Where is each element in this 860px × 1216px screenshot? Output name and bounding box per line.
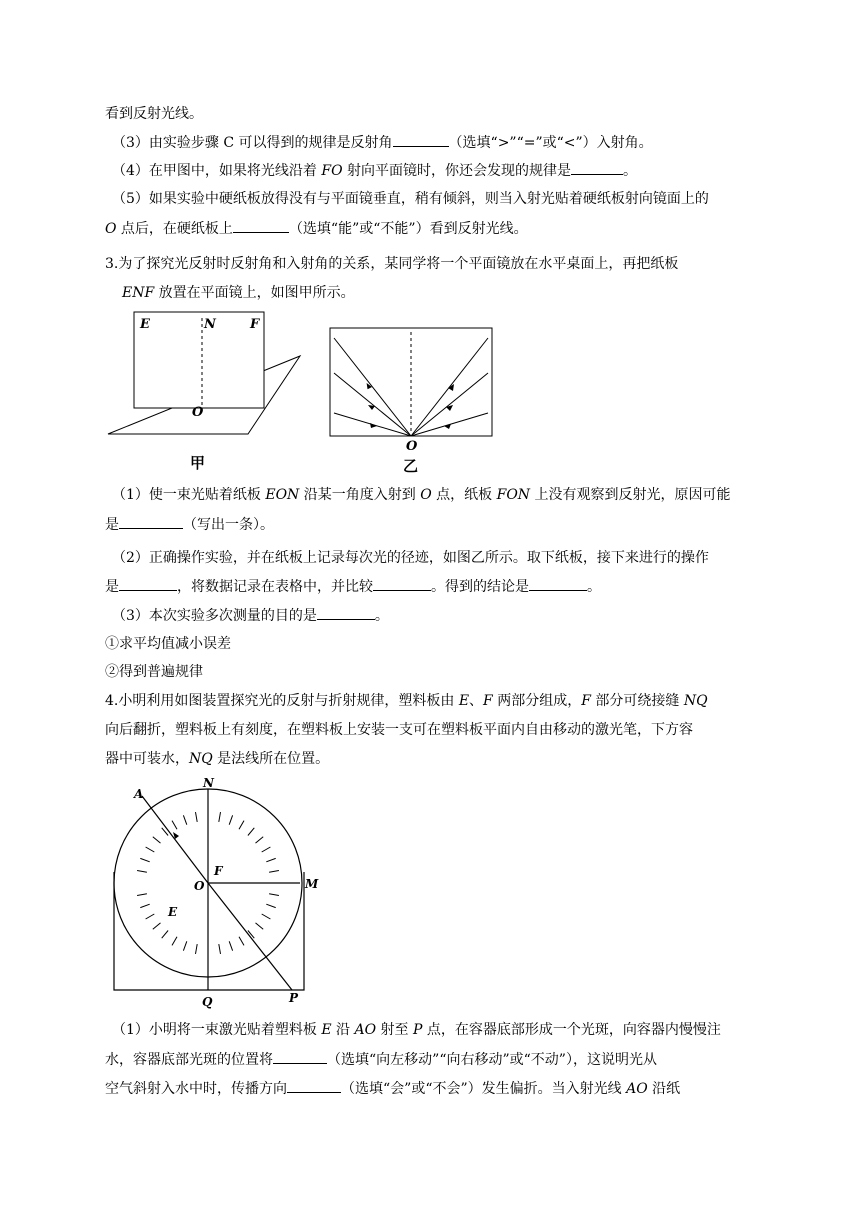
ray-OP — [208, 883, 292, 990]
scale-tick — [229, 815, 232, 824]
question-3-stem: 3.为了探究光反射时反射角和入射角的关系，某同学将一个平面镜放在水平桌面上，再把纸板 — [105, 256, 679, 272]
scale-tick — [239, 937, 244, 946]
water-container — [114, 872, 304, 990]
answer-blank[interactable] — [317, 605, 375, 620]
scale-tick — [146, 914, 155, 919]
scale-tick — [269, 894, 279, 896]
scale-tick — [140, 858, 149, 861]
answer-blank[interactable] — [233, 218, 289, 233]
scale-tick — [137, 871, 147, 873]
text-line: 水，容器底部光斑的位置将 （选填“向左移动”“向右移动”或“不动”），这说明光从 — [105, 1049, 657, 1070]
scale-tick — [146, 847, 155, 852]
question-3-1: （1）使一束光贴着纸板 EON 沿某一角度入射到 O 点，纸板 FON 上没有观察到反射光，原因可能 — [112, 487, 731, 503]
label-P: P — [289, 991, 299, 1005]
scale-tick — [172, 937, 177, 946]
option-1: ①求平均值减小误差 — [105, 636, 231, 652]
scale-tick — [196, 812, 198, 822]
scale-tick — [262, 914, 271, 919]
answer-blank[interactable] — [529, 576, 587, 591]
scale-tick — [256, 837, 264, 843]
text-line: 是 （写出一条）。 — [105, 514, 274, 535]
question-3-4: （4）在甲图中，如果将光线沿着 FO 射向平面镜时，你还会发现的规律是 。 — [112, 160, 637, 181]
text-line: 器中可装水，NQ 是法线所在位置。 — [105, 751, 330, 767]
label-F: F — [250, 317, 260, 332]
scale-tick — [153, 837, 161, 843]
scale-tick — [140, 904, 149, 907]
answer-blank[interactable] — [119, 514, 183, 529]
answer-blank[interactable] — [119, 576, 177, 591]
scale-tick — [262, 847, 271, 852]
scale-tick — [137, 894, 147, 896]
label-O: O — [192, 405, 204, 420]
scale-tick — [183, 941, 186, 950]
question-4-1: （1）小明将一束激光贴着塑料板 E 沿 AO 射至 P 点，在容器底部形成一个光斑，向容器内慢慢注 — [112, 1022, 721, 1038]
answer-blank[interactable] — [273, 1049, 327, 1064]
question-3-3: （3）由实验步骤 C 可以得到的规律是反射角 （选填“>”“=”或“<”）入射角。 — [112, 132, 653, 153]
scale-tick — [162, 931, 168, 939]
text-line: O 点后，在硬纸板上 （选填“能”或“不能”）看到反射光线。 — [105, 218, 528, 239]
label-E: E — [168, 905, 178, 919]
question-3-5: （5）如果实验中硬纸板放得没有与平面镜垂直，稍有倾斜，则当入射光贴着硬纸板射向镜面上的 — [112, 191, 709, 207]
scale-tick — [172, 821, 177, 830]
figure-jia — [100, 306, 310, 476]
question-4-stem: 4.小明利用如图装置探究光的反射与折射规律，塑料板由 E、F 两部分组成，F 部分可绕接缝 NQ — [105, 693, 708, 709]
scale-tick — [266, 904, 275, 907]
label-O: O — [194, 879, 205, 893]
scale-tick — [183, 815, 186, 824]
scale-tick — [239, 821, 244, 830]
text-line: 向后翻折，塑料板上有刻度，在塑料板上安装一支可在塑料板平面内自由移动的激光笔，下方容 — [105, 722, 693, 738]
caption-jia: 甲 — [190, 454, 206, 472]
label-M: M — [305, 877, 319, 891]
text-line: ENF 放置在平面镜上，如图甲所示。 — [122, 285, 355, 301]
text-line: 是 ，将数据记录在表格中，并比较 。得到的结论是 。 — [105, 576, 601, 597]
scale-tick — [256, 923, 264, 929]
figure-yi — [320, 318, 505, 478]
label-O: O — [406, 439, 418, 454]
scale-tick — [196, 944, 198, 954]
answer-blank[interactable] — [393, 132, 449, 147]
figure-4 — [104, 776, 334, 1010]
option-2: ②得到普遍规律 — [105, 664, 203, 680]
scale-tick — [266, 858, 275, 861]
question-3-2: （2）正确操作实验，并在纸板上记录每次光的径迹，如图乙所示。取下纸板，接下来进行的操作 — [112, 550, 709, 566]
label-N: N — [203, 776, 214, 790]
label-A: A — [134, 787, 144, 801]
answer-blank[interactable] — [571, 160, 623, 175]
ray-arrows — [366, 383, 454, 429]
scale-tick — [219, 812, 221, 822]
incident-ray-AO — [142, 796, 208, 883]
text-line: 空气斜射入水中时，传播方向 （选填“会”或“不会”）发生偏折。当入射光线 AO 沿纸 — [105, 1078, 680, 1099]
scale-tick — [269, 871, 279, 873]
answer-blank[interactable] — [287, 1078, 341, 1093]
scale-tick — [248, 828, 254, 836]
question-3-3b: （3）本次实验多次测量的目的是 。 — [112, 605, 389, 626]
scale-tick — [153, 923, 161, 929]
label-E: E — [140, 317, 150, 332]
caption-yi: 乙 — [403, 457, 419, 475]
answer-blank[interactable] — [373, 576, 431, 591]
scale-tick — [229, 941, 232, 950]
label-Q: Q — [202, 995, 213, 1009]
paper-board — [134, 312, 264, 408]
label-F: F — [214, 864, 223, 878]
label-N: N — [204, 317, 216, 332]
text-line: 看到反射光线。 — [105, 106, 203, 122]
scale-tick — [219, 944, 221, 954]
